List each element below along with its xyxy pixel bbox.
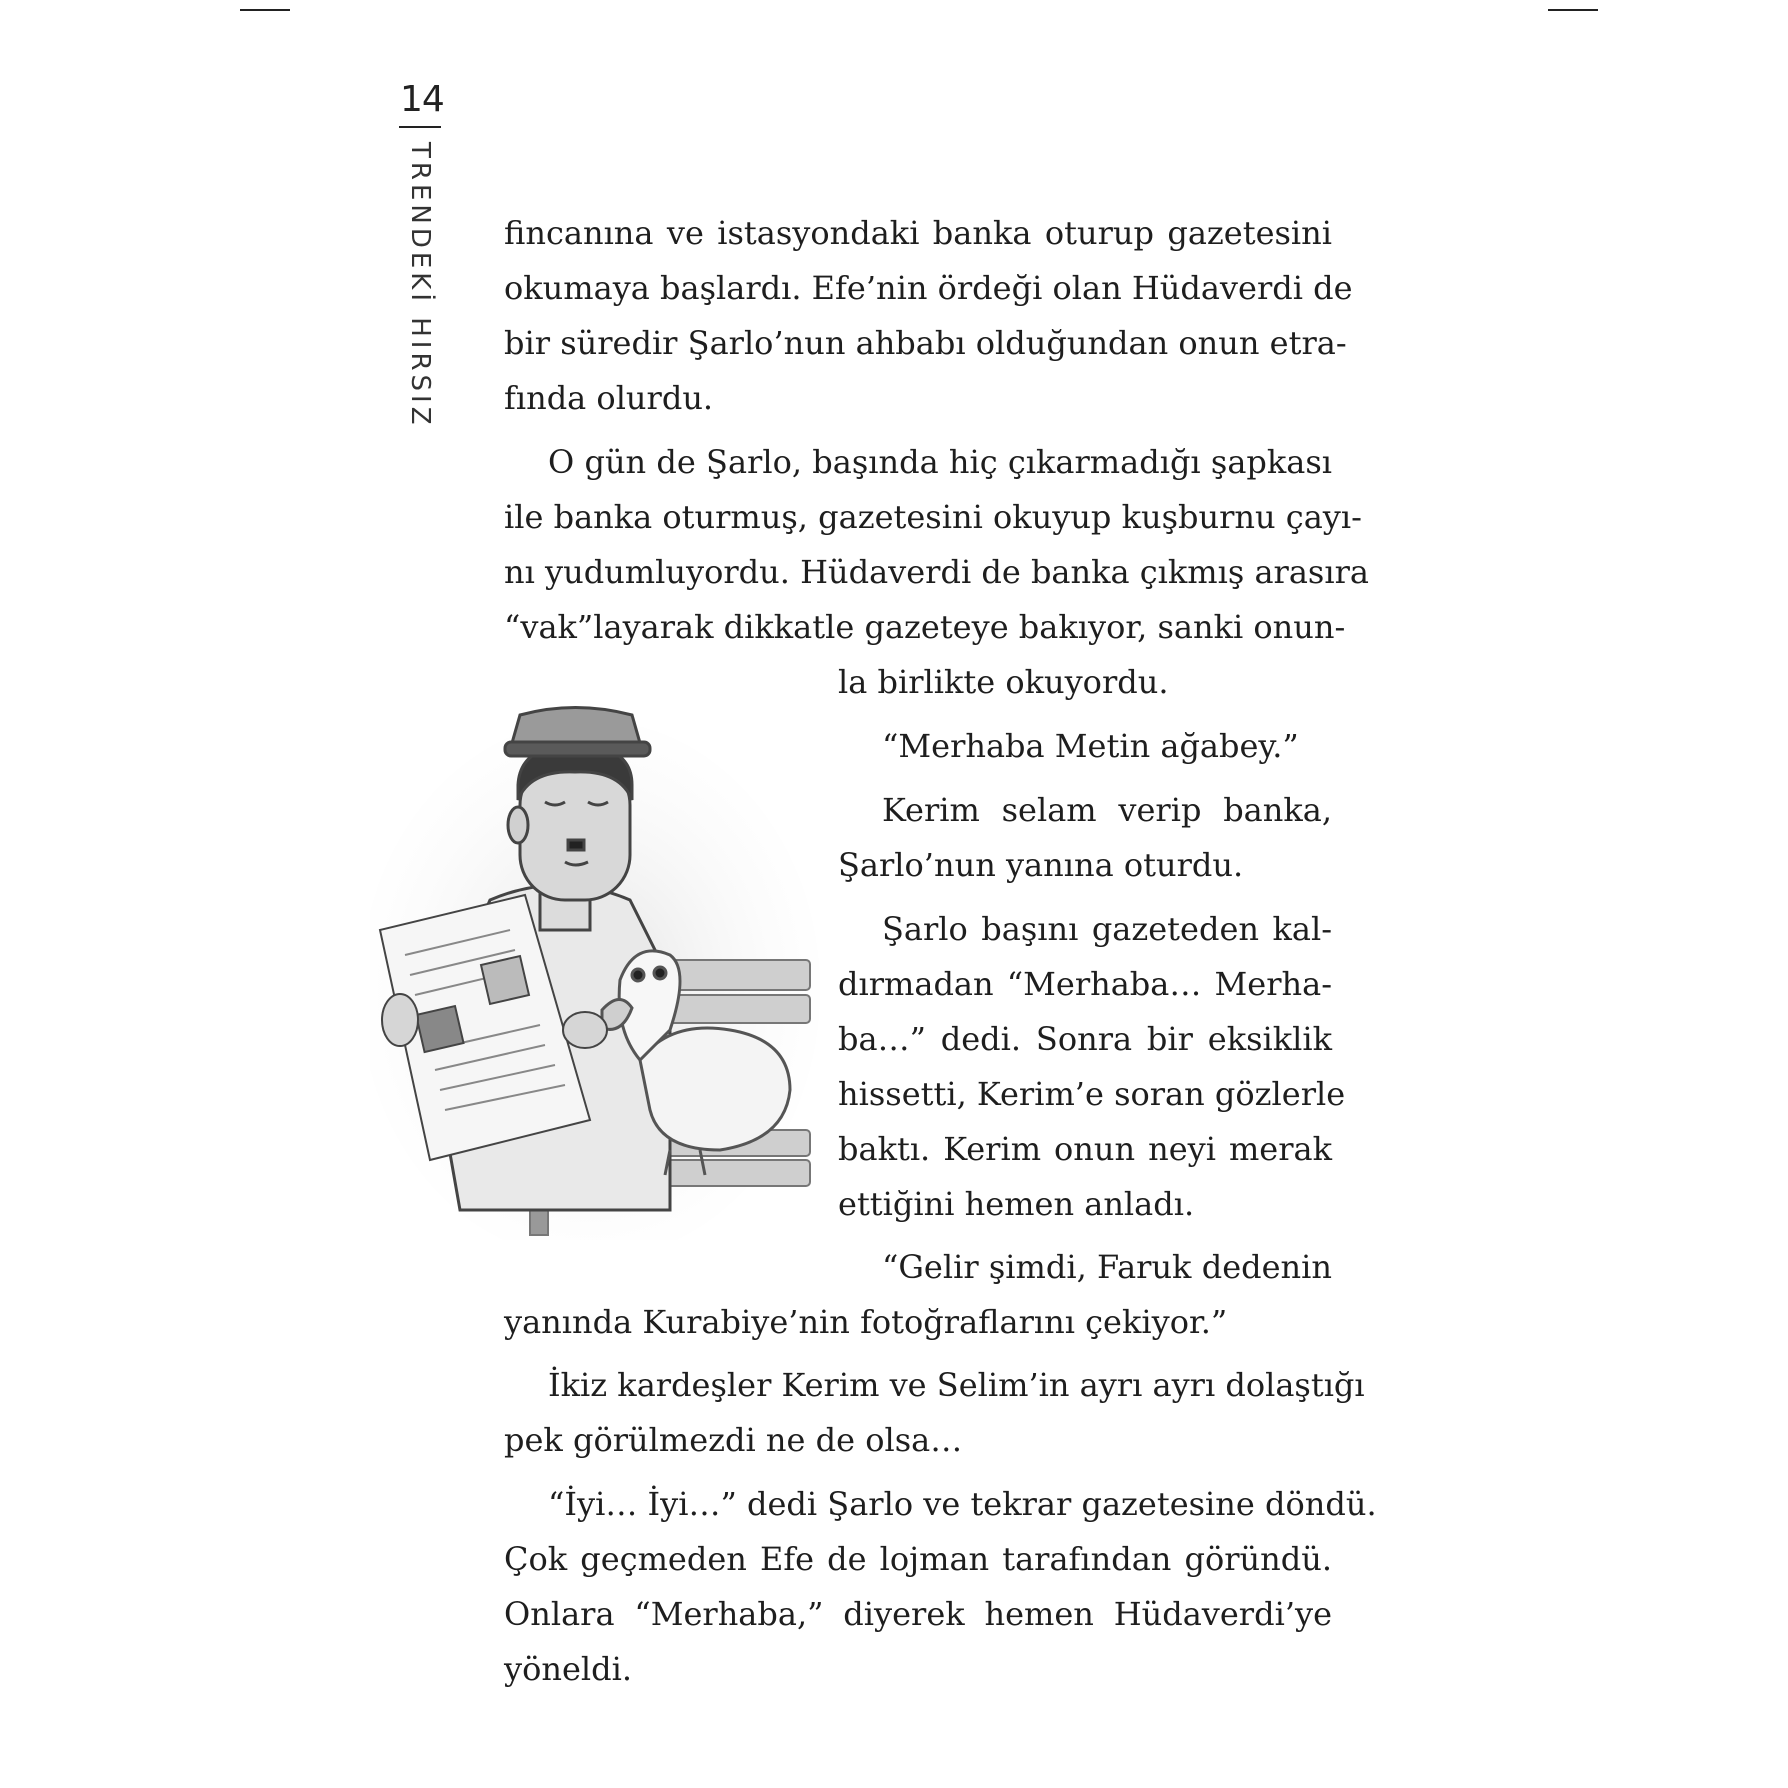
- illustration: [370, 690, 830, 1240]
- text-line: Onlara “Merhaba,” diyerek hemen Hüdaverdi’ye: [504, 1595, 1332, 1633]
- text-line: “vak”layarak dikkatle gazeteye bakıyor, sanki onun-: [504, 608, 1346, 646]
- text-line: ettiğini hemen anladı.: [838, 1185, 1195, 1223]
- text-line: yöneldi.: [504, 1650, 633, 1688]
- crop-mark-left: [240, 9, 290, 11]
- page-number-rule: [399, 126, 441, 128]
- paragraph-5: [838, 902, 1346, 1232]
- text-line: okumaya başlardı. Efe’nin ördeği olan Hüdaverdi de: [504, 269, 1353, 307]
- text-line: hissetti, Kerim’e soran gözlerle: [838, 1075, 1346, 1113]
- text-line: nı yudumluyordu. Hüdaverdi de banka çıkmış arasıra: [504, 553, 1369, 591]
- page-number: 14: [400, 79, 444, 120]
- paragraph-4: [838, 783, 1332, 893]
- text-line: ba…” dedi. Sonra bir eksiklik: [838, 1020, 1332, 1058]
- paragraph-2: [504, 435, 1369, 655]
- text-line: baktı. Kerim onun neyi merak: [838, 1130, 1332, 1168]
- paragraph-8: [504, 1477, 1377, 1697]
- paragraph-3: [838, 719, 1332, 774]
- text-line: “Merhaba Metin ağabey.”: [882, 727, 1299, 765]
- paragraph-7: [504, 1358, 1365, 1468]
- text-line: Çok geçmeden Efe de lojman tarafından göründü.: [504, 1540, 1332, 1578]
- running-head: TRENDEKİ HIRSIZ: [405, 142, 435, 429]
- text-line: Kerim selam verip banka,: [882, 791, 1332, 829]
- paragraph-2-end: [838, 655, 1332, 710]
- text-line: pek görülmezdi ne de olsa…: [504, 1421, 963, 1459]
- text-line: Şarlo başını gazeteden kal-: [882, 910, 1332, 948]
- crop-mark-right: [1548, 9, 1598, 11]
- text-line: ile banka oturmuş, gazetesini okuyup kuşburnu çayı-: [504, 498, 1362, 536]
- paragraph-6-end: [504, 1295, 1332, 1350]
- text-line: “Gelir şimdi, Faruk dedenin: [882, 1248, 1332, 1286]
- paragraph-1: [504, 206, 1353, 426]
- text-line: Şarlo’nun yanına oturdu.: [838, 846, 1244, 884]
- text-line: bir süredir Şarlo’nun ahbabı olduğundan onun etra-: [504, 324, 1347, 362]
- text-line: O gün de Şarlo, başında hiç çıkarmadığı şapkası: [548, 443, 1332, 481]
- text-line: İkiz kardeşler Kerim ve Selim’in ayrı ayrı dolaştığı: [548, 1366, 1365, 1404]
- text-line: fında olurdu.: [504, 379, 714, 417]
- text-line: la birlikte okuyordu.: [838, 663, 1169, 701]
- text-line: “İyi… İyi…” dedi Şarlo ve tekrar gazetesine döndü.: [548, 1485, 1377, 1523]
- text-line: yanında Kurabiye’nin fotoğraflarını çekiyor.”: [504, 1303, 1228, 1341]
- text-line: dırmadan “Merhaba… Merha-: [838, 965, 1332, 1003]
- text-line: fincanına ve istasyondaki banka oturup gazetesini: [504, 214, 1332, 252]
- paragraph-6: [838, 1240, 1332, 1295]
